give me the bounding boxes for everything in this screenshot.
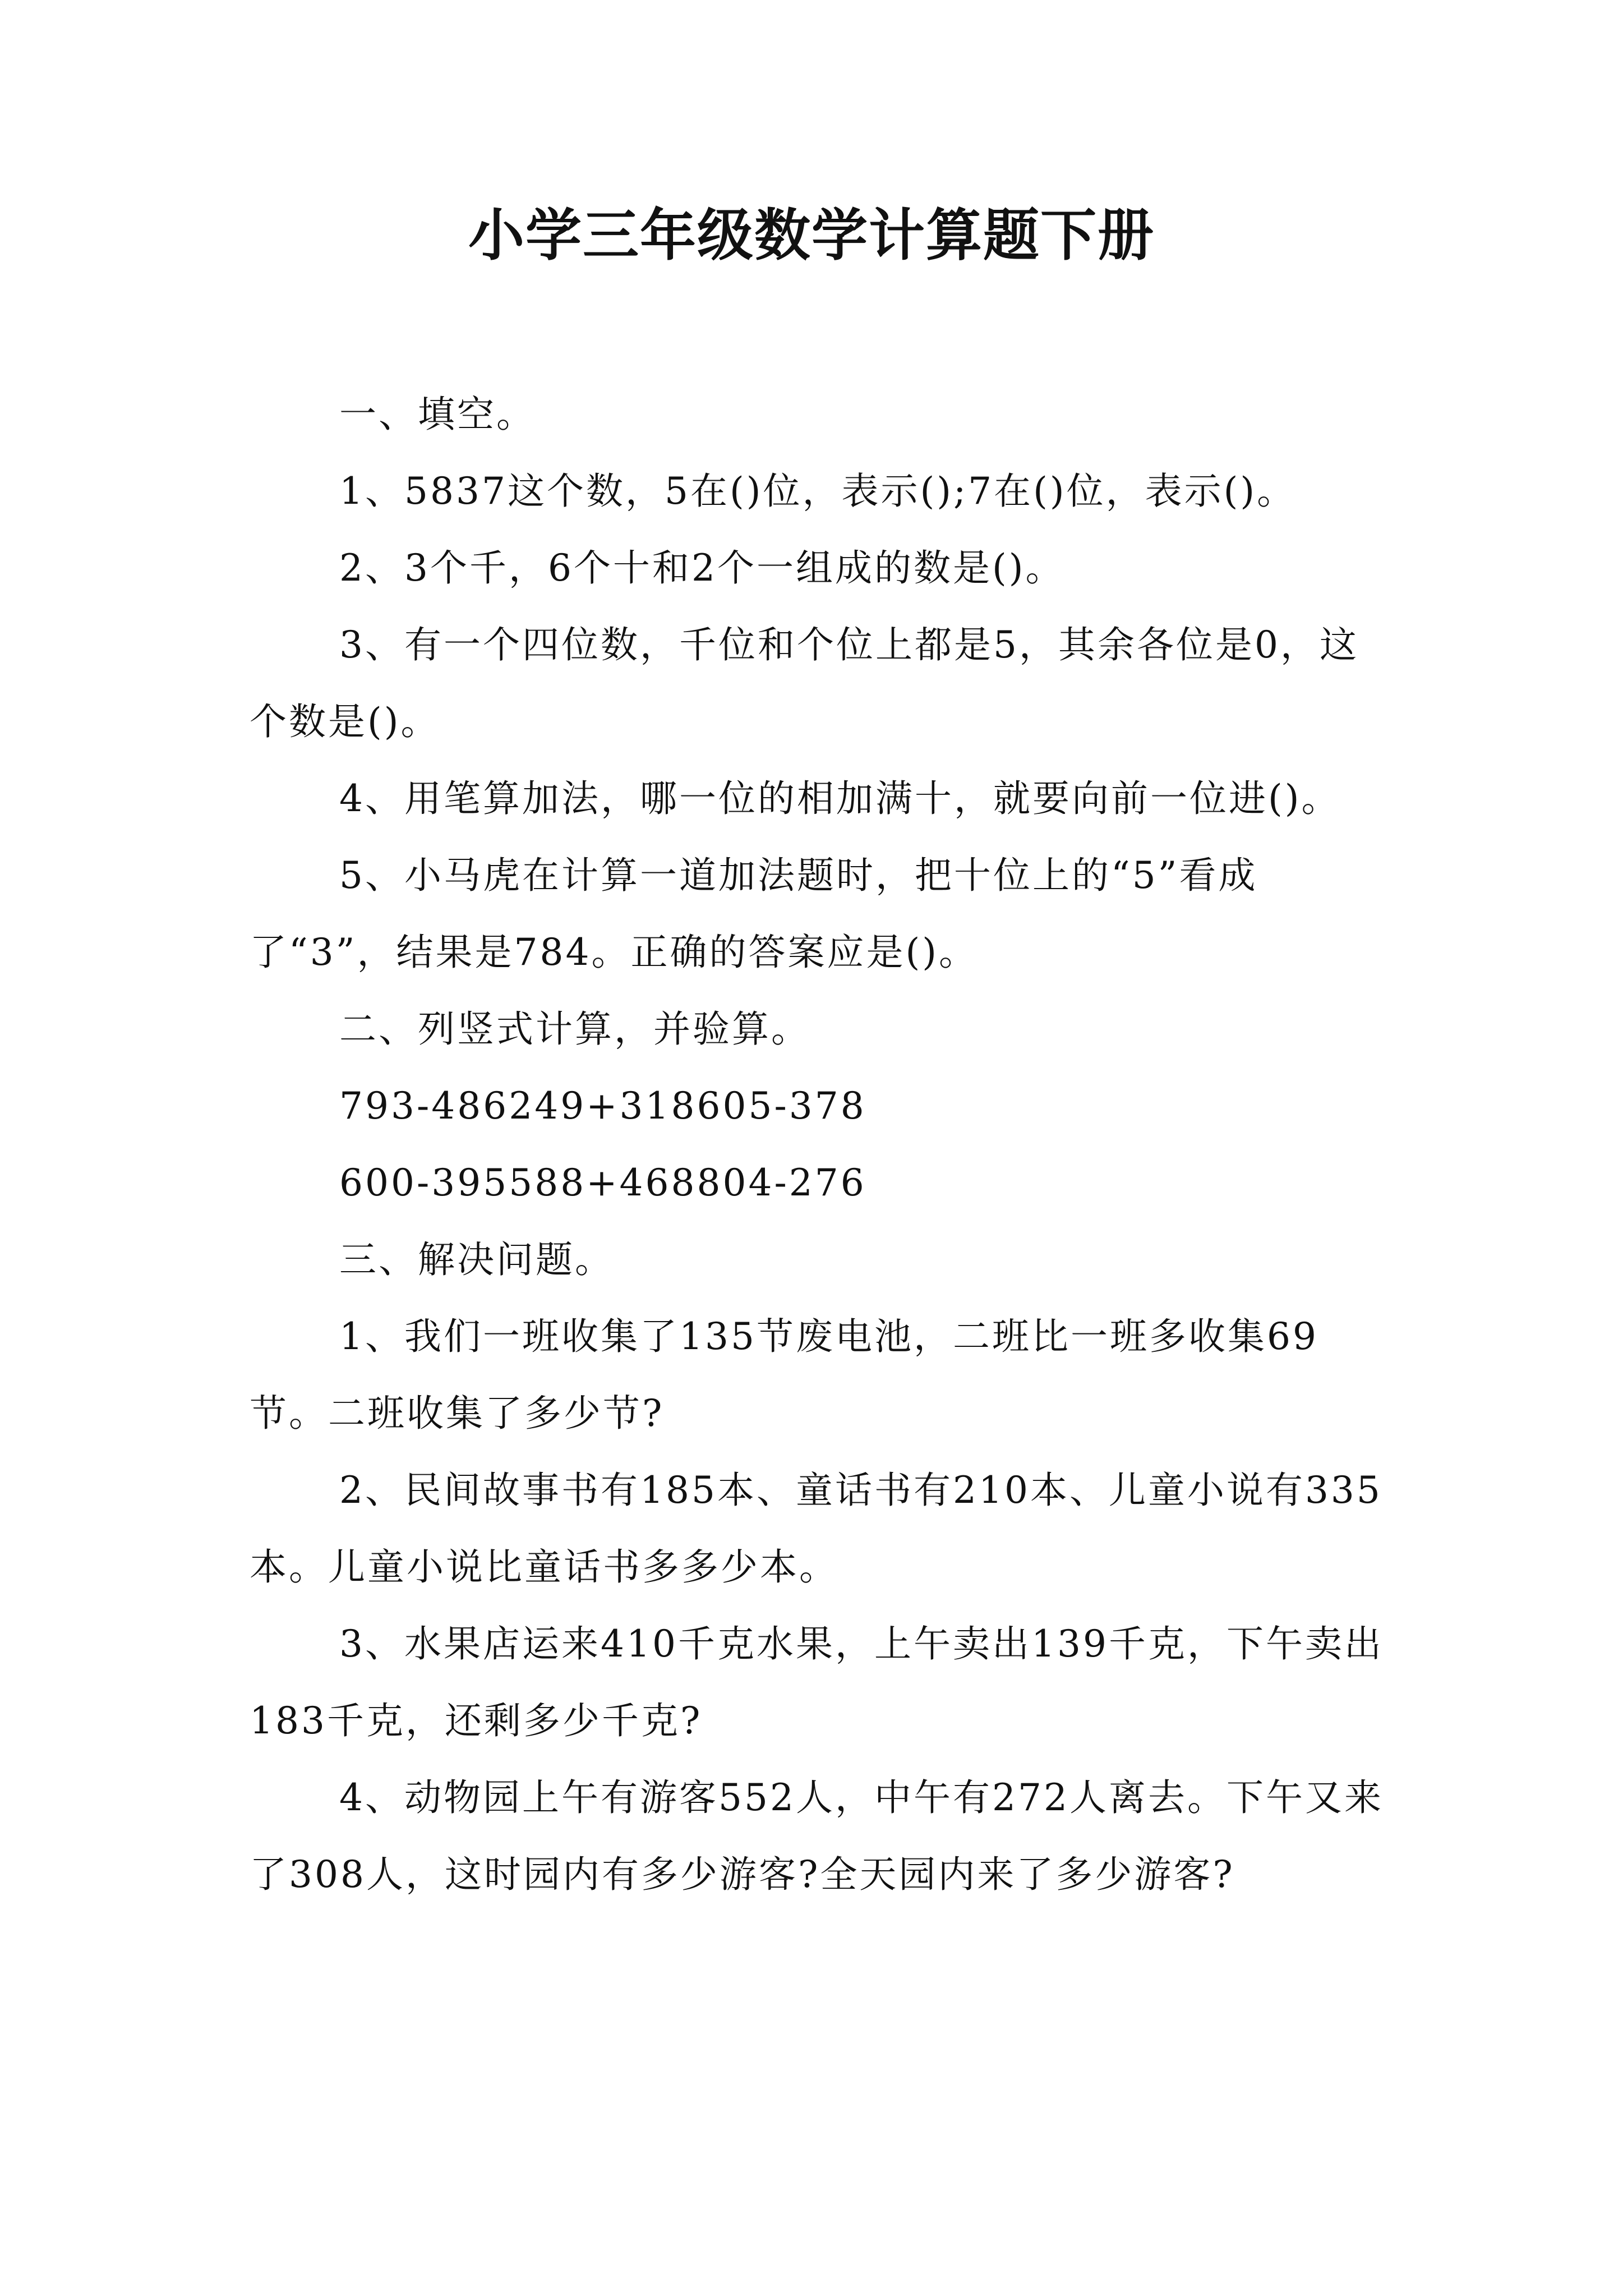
- question-fill-3: 3、有一个四位数，千位和个位上都是5，其余各位是0，这个数是()。: [250, 623, 1359, 743]
- word-problem-4: 4、动物园上午有游客552人，中午有272人离去。下午又来了308人，这时园内有多少游客?全天园内来了多少游客?: [250, 1776, 1384, 1896]
- word-problem-2: 2、民间故事书有185本、童话书有210本、儿童小说有335本。儿童小说比童话书多多少本。: [250, 1469, 1382, 1589]
- word-problem-3: 3、水果店运来410千克水果，上午卖出139千克，下午卖出183千克，还剩多少千克?: [250, 1622, 1384, 1742]
- page-title: 小学三年级数学计算题下册: [468, 203, 1155, 268]
- word-problem-1: 1、我们一班收集了135节废电池，二班比一班多收集69节。二班收集了多少节?: [250, 1315, 1318, 1435]
- document-body: [250, 376, 1394, 1913]
- calc-line-1: 793-486249+318605-378: [339, 1084, 866, 1128]
- question-fill-1: 1、5837这个数，5在()位，表示();7在()位，表示()。: [339, 470, 1297, 513]
- section-heading-fill-in: 一、填空。: [339, 393, 536, 436]
- question-fill-4: 4、用笔算加法，哪一位的相加满十，就要向前一位进()。: [339, 777, 1341, 820]
- section-heading-problems: 三、解决问题。: [339, 1238, 614, 1281]
- section-heading-vertical-calc: 二、列竖式计算，并验算。: [339, 1007, 810, 1051]
- question-fill-2: 2、3个千，6个十和2个一组成的数是()。: [339, 546, 1065, 590]
- question-fill-5: 5、小马虎在计算一道加法题时，把十位上的“5”看成了“3”，结果是784。正确的答案应是()。: [250, 854, 1258, 974]
- calc-line-2: 600-395588+468804-276: [339, 1161, 866, 1204]
